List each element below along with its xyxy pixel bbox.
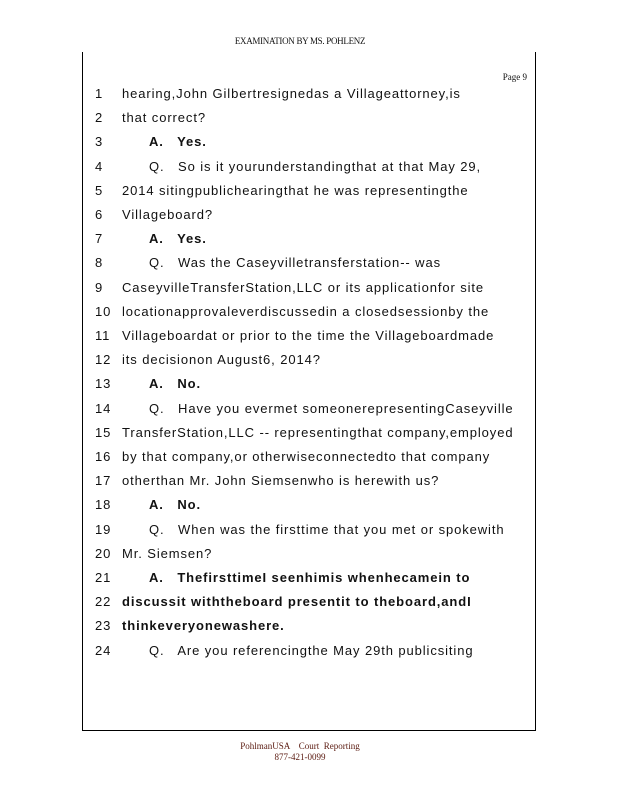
- line-text: A. Yes.: [149, 134, 207, 150]
- line-number: 24: [95, 642, 112, 658]
- line-text: A. ThefirsttimeI seenhimis whenhecamein to: [149, 570, 471, 585]
- line-text: otherthan Mr. John Siemsenwho is herewith us?: [122, 473, 440, 489]
- line-number: 21: [95, 570, 112, 585]
- line-number: 14: [95, 400, 112, 416]
- line-number: 2: [95, 110, 104, 126]
- line-number: 17: [95, 473, 112, 489]
- line-text: Q. Are you referencingthe May 29th publicsiting: [149, 642, 474, 658]
- footer-company: PohlmanUSA Court Reporting: [240, 741, 360, 751]
- line-number: 4: [95, 158, 104, 174]
- line-number: 13: [95, 376, 112, 392]
- line-number: 10: [95, 303, 112, 319]
- page-number: Page 9: [502, 72, 527, 82]
- line-text: locationapprovaleverdiscussedin a closedsessionby the: [122, 303, 490, 319]
- line-number: 6: [95, 207, 104, 222]
- line-text: Villageboard?: [122, 207, 213, 222]
- line-text: its decisionon August6, 2014?: [122, 352, 321, 368]
- line-text: Q. Was the Caseyvilletransferstation-- was: [149, 255, 441, 271]
- line-text: A. Yes.: [149, 231, 207, 247]
- footer-phone: 877-421-0099: [274, 752, 326, 762]
- line-number: 7: [95, 231, 104, 247]
- line-text: Villageboardat or prior to the time the Villageboardmade: [122, 328, 495, 343]
- line-text: that correct?: [122, 110, 206, 126]
- line-number: 16: [95, 449, 112, 464]
- line-number: 18: [95, 497, 112, 513]
- line-number: 5: [95, 182, 104, 198]
- line-text: Q. So is it yourunderstandingthat at that May 29,: [149, 158, 482, 174]
- line-text: TransferStation,LLC -- representingthat company,employed: [122, 424, 514, 440]
- line-number: 12: [95, 352, 112, 368]
- line-text: Mr. Siemsen?: [122, 545, 213, 561]
- page-header: EXAMINATION BY MS. POHLENZ: [234, 36, 366, 46]
- line-number: 3: [95, 134, 104, 150]
- line-number: 20: [95, 545, 112, 561]
- line-text: 2014 sitingpublichearingthat he was representingthe: [122, 182, 469, 198]
- line-text: Q. Have you evermet someonerepresentingCaseyville: [149, 400, 514, 416]
- line-number: 8: [95, 255, 104, 271]
- line-number: 22: [95, 594, 112, 610]
- line-text: thinkeveryonewashere.: [122, 618, 285, 634]
- transcript-page: [82, 52, 536, 731]
- line-text: discussit withtheboard presentit to theboard,andI: [122, 594, 472, 610]
- line-text: CaseyvilleTransferStation,LLC or its applicationfor site: [122, 279, 485, 295]
- line-text: A. No.: [149, 376, 201, 392]
- line-number: 11: [95, 328, 111, 343]
- footer: [0, 741, 600, 763]
- line-text: hearing,John Gilbertresignedas a Villageattorney,is: [122, 86, 461, 101]
- line-text: A. No.: [149, 497, 201, 513]
- line-number: 19: [95, 521, 112, 537]
- line-number: 9: [95, 279, 104, 295]
- line-number: 1: [95, 86, 104, 101]
- line-text: by that company,or otherwiseconnectedto that company: [122, 449, 491, 464]
- line-number: 23: [95, 618, 112, 634]
- line-number: 15: [95, 424, 112, 440]
- line-text: Q. When was the firsttime that you met or spokewith: [149, 521, 505, 537]
